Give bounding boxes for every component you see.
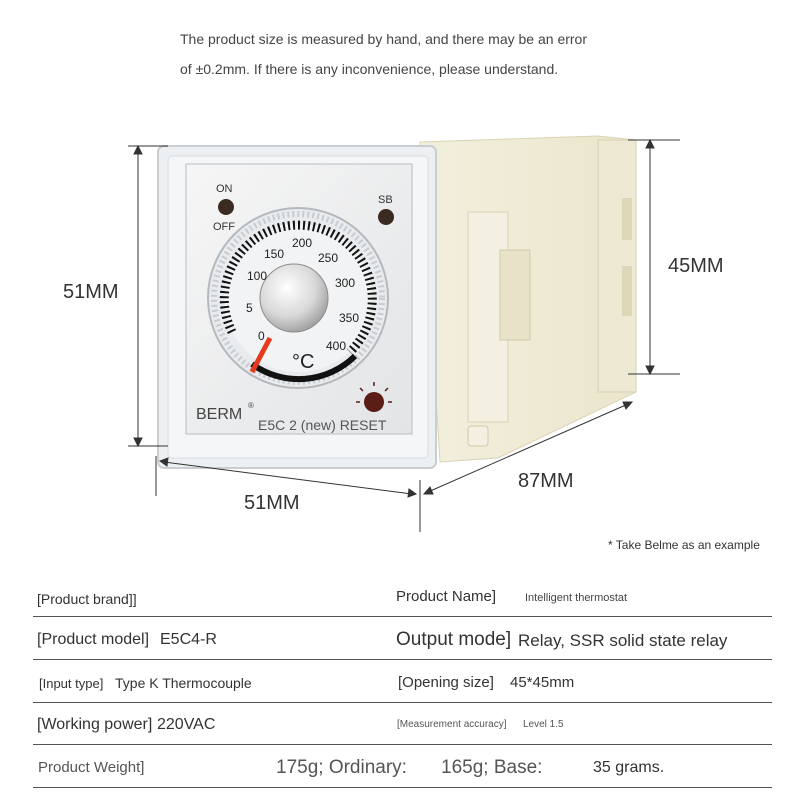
dial-mark: 200 xyxy=(292,236,313,250)
model-label: E5C 2 (new) RESET xyxy=(258,417,387,433)
spec-label: [Measurement accuracy] xyxy=(397,719,507,730)
brand-logo-text: BERM xyxy=(196,406,243,423)
spec-row xyxy=(33,660,772,703)
depth-dimension-label: 87MM xyxy=(518,470,574,492)
sb-indicator-icon xyxy=(378,209,394,225)
spec-label: Product Name] xyxy=(396,588,497,605)
dial-mark: 100 xyxy=(247,269,268,283)
dial-mark: 350 xyxy=(339,311,360,325)
unit-label: °C xyxy=(292,351,315,373)
dial-mark: 0 xyxy=(258,329,265,343)
spec-value: Type K Thermocouple xyxy=(115,675,252,691)
spec-label: [Product brand]] xyxy=(37,591,137,607)
disclaimer-line-1: The product size is measured by hand, and there may be an error xyxy=(180,31,587,47)
side-height-dimension-label: 45MM xyxy=(668,255,724,277)
spec-label: [Product model] xyxy=(37,631,150,648)
spec-label: [Working power] xyxy=(37,716,153,733)
dial-mark: 5 xyxy=(246,301,253,315)
device-body xyxy=(420,136,636,462)
spec-value: 35 grams. xyxy=(593,759,665,776)
disclaimer-line-2: of ±0.2mm. If there is any inconvenience, please understand. xyxy=(180,61,559,77)
spec-row xyxy=(33,617,772,660)
spec-row xyxy=(33,745,772,788)
dial-knob[interactable] xyxy=(260,264,328,332)
indicator-on-label: ON xyxy=(216,183,233,195)
spec-value: 220VAC xyxy=(157,716,216,733)
spec-row xyxy=(33,576,772,617)
height-dimension-label: 51MM xyxy=(63,281,119,303)
spec-value: 45*45mm xyxy=(510,674,575,691)
spec-row xyxy=(33,703,772,745)
width-dimension-label: 51MM xyxy=(244,492,300,514)
registered-mark: ® xyxy=(248,401,254,410)
spec-value: 175g; Ordinary: xyxy=(276,757,407,778)
indicator-sb-label: SB xyxy=(378,194,393,206)
dial-mark: 300 xyxy=(335,276,356,290)
footnote: * Take Belme as an example xyxy=(608,538,760,552)
spec-label: [Opening size] xyxy=(398,674,494,691)
spec-value: 165g; Base: xyxy=(441,757,543,778)
spec-value: Level 1.5 xyxy=(523,719,564,730)
spec-label: Product Weight] xyxy=(38,759,145,776)
on-off-indicator-icon xyxy=(218,199,234,215)
indicator-off-label: OFF xyxy=(213,221,235,233)
spec-value: Intelligent thermostat xyxy=(525,592,628,604)
dial-mark: 400 xyxy=(326,339,347,353)
dial-mark: 250 xyxy=(318,251,339,265)
dial-mark: 150 xyxy=(264,247,285,261)
spec-label: Output mode] xyxy=(396,629,512,650)
spec-label: [Input type] xyxy=(39,676,104,691)
spec-value: E5C4-R xyxy=(160,631,217,648)
spec-value: Relay, SSR solid state relay xyxy=(518,631,728,650)
